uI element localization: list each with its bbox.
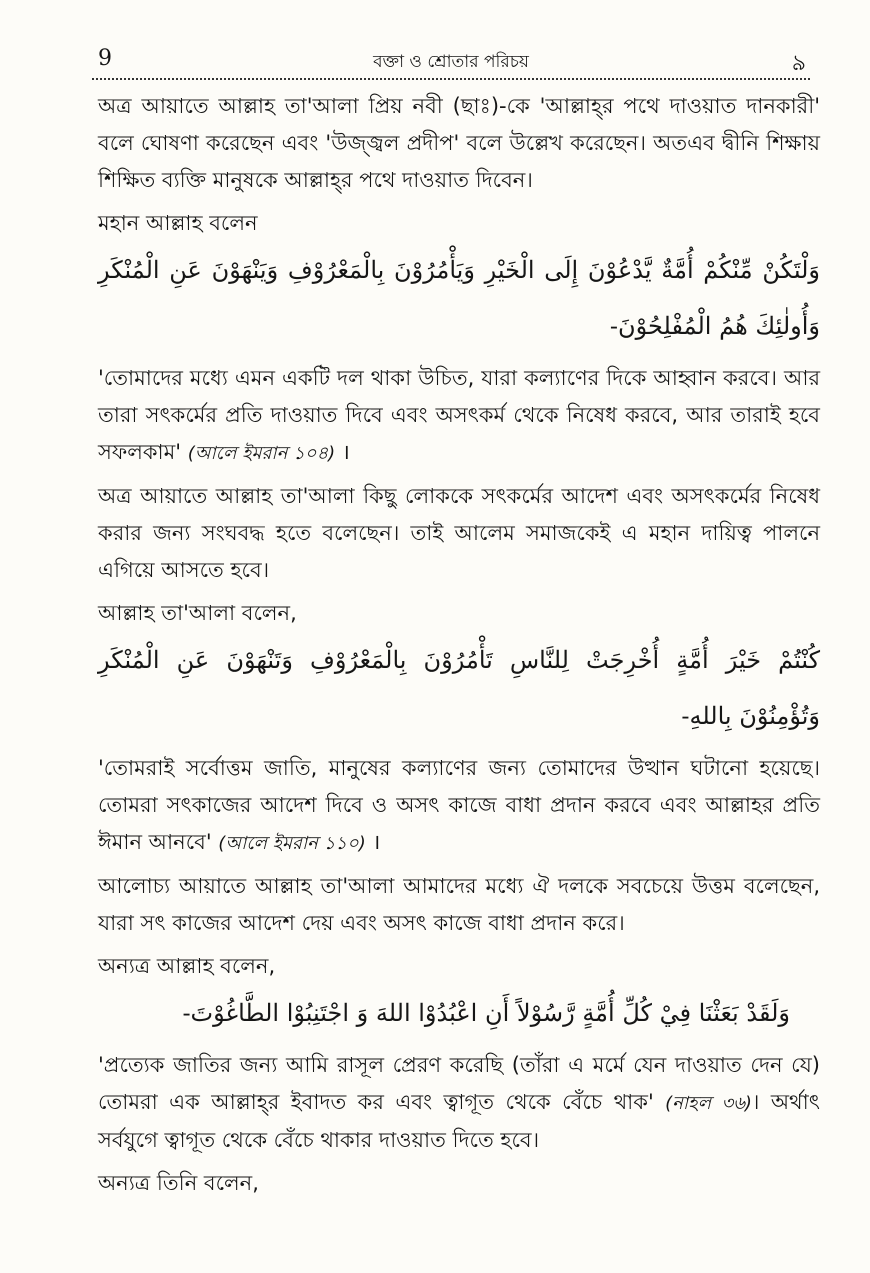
translation-text: 'তোমাদের মধ্যে এমন একটি দল থাকা উচিত, যারা কল্যাণের দিকে আহ্বান করবে। আর তারা সৎকর্মের প্রতি দাওয়াত দিবে এবং অসৎকর্ম থেকে নিষেধ করবে, আর তারাই হবে সফলকাম' xyxy=(98,366,820,464)
paragraph: আলোচ্য আয়াতে আল্লাহ তা'আলা আমাদের মধ্যে ঐ দলকে সবচেয়ে উত্তম বলেছেন, যারা সৎ কাজের আদেশ দেয় এবং অসৎ কাজে বাধা প্রদান করে। xyxy=(98,874,820,935)
header-rule xyxy=(92,78,810,80)
running-header xyxy=(92,44,810,78)
quote-lead: অন্যত্র তিনি বলেন, xyxy=(98,1171,259,1195)
verse-reference: (আলে ইমরান ১০৪) xyxy=(187,443,336,464)
sentence-end: । xyxy=(372,830,381,854)
page-number-right: ৯ xyxy=(791,51,806,76)
arabic-verse: وَلْتَكُنْ مِّنْكُمْ أُمَّةٌ يَّدْعُوْنَ إِلَى الْخَيْرِ وَيَأْمُرُوْنَ بِالْمَعْرُوْفِ وَيَنْهَوْنَ عَنِ الْمُنْكَرِ وَأُولٰئِكَ هُمُ الْمُفْلِحُوْنَ- xyxy=(98,256,820,340)
running-title: বক্তা ও শ্রোতার পরিচয় xyxy=(373,52,529,72)
sentence-end: । xyxy=(341,440,350,464)
page-body xyxy=(98,88,820,1202)
arabic-verse: وَلَقَدْ بَعَثْنَا فِيْ كُلِّ أُمَّةٍ رَّسُوْلاً أَنِ اعْبُدُوْا اللهَ وَ اجْتَنِبُوْا الطَّاغُوْتَ- xyxy=(182,999,790,1027)
page-number-left: 9 xyxy=(98,46,112,71)
verse-reference: (আলে ইমরান ১১০) xyxy=(218,833,366,854)
translation-text: 'তোমরাই সর্বোত্তম জাতি, মানুষের কল্যাণের জন্য তোমাদের উত্থান ঘটানো হয়েছে। তোমরা সৎকাজের আদেশ দিবে ও অসৎ কাজে বাধা প্রদান করবে এবং আল্লাহর প্রতি ঈমান আনবে' xyxy=(98,756,820,854)
translation-text: 'প্রত্যেক জাতির জন্য আমি রাসূল প্রেরণ করেছি (তাঁরা এ মর্মে যেন দাওয়াত দেন যে) তোমরা এক আল্লাহ্‌র ইবাদত কর এবং ত্বাগূত থেকে বেঁচে থাক' xyxy=(98,1053,820,1114)
translation-paragraph xyxy=(98,750,820,862)
translation-paragraph xyxy=(98,1047,820,1159)
quote-lead: আল্লাহ তা'আলা বলেন, xyxy=(98,601,297,625)
arabic-verse: كُنْتُمْ خَيْرَ أُمَّةٍ أُخْرِجَتْ لِلنَّاسِ تَأْمُرُوْنَ بِالْمَعْرُوْفِ وَتَنْهَوْنَ عَنِ الْمُنْكَرِ وَتُؤْمِنُوْنَ بِاللهِ- xyxy=(98,646,820,730)
sentence-end: । অর্থাৎ সর্বযুগে ত্বাগূত থেকে বেঁচে থাকার দাওয়াত দিতে হবে। xyxy=(98,1090,820,1152)
quote-lead: মহান আল্লাহ বলেন xyxy=(98,211,258,235)
verse-reference: (নাহল ৩৬) xyxy=(665,1093,752,1114)
translation-paragraph xyxy=(98,360,820,472)
quote-lead: অন্যত্র আল্লাহ বলেন, xyxy=(98,954,276,978)
paragraph: অত্র আয়াতে আল্লাহ তা'আলা প্রিয় নবী (ছাঃ)-কে 'আল্লাহ্‌র পথে দাওয়াত দানকারী' বলে ঘোষণা করেছেন এবং 'উজ্জ্বল প্রদীপ' বলে উল্লেখ করেছেন। অতএব দ্বীনি শিক্ষায় শিক্ষিত ব্যক্তি মানুষকে আল্লাহ্‌র পথে দাওয়াত দিবেন। xyxy=(98,94,820,192)
paragraph: অত্র আয়াতে আল্লাহ তা'আলা কিছু লোককে সৎকর্মের আদেশ এবং অসৎকর্মের নিষেধ করার জন্য সংঘবদ্ধ হতে বলেছেন। তাই আলেম সমাজকেই এ মহান দায়িত্ব পালনে এগিয়ে আসতে হবে। xyxy=(98,484,820,582)
